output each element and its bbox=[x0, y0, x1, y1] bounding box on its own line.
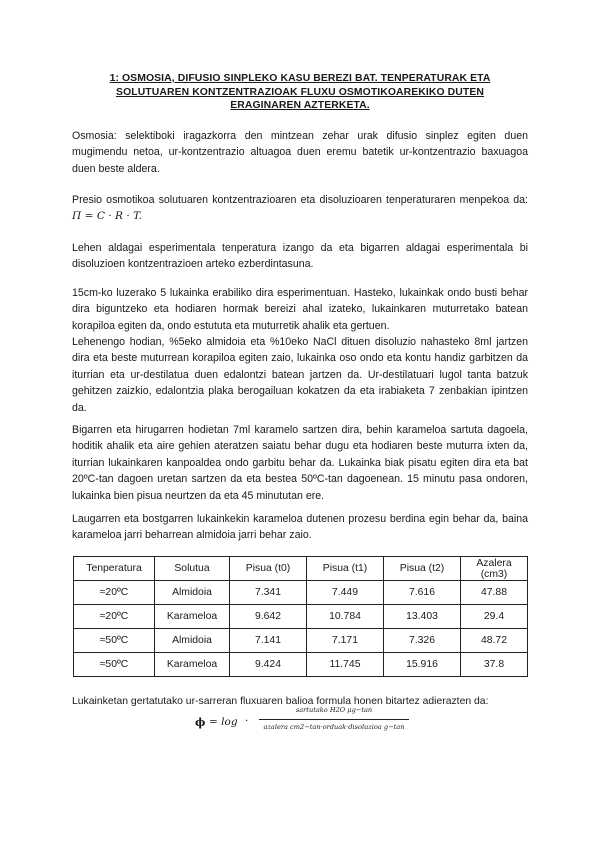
table-cell: Almidoia bbox=[155, 629, 230, 653]
table-cell: 29.4 bbox=[461, 605, 528, 629]
table-cell: ≈20ºC bbox=[74, 605, 155, 629]
paragraph-second-third-tubes: Bigarren eta hirugarren hodietan 7ml karamelo sartzen dira, behin karameloa sartuta dagoela, hoditik ahalik eta aire gehien ateratzen saiatu behar dugu eta hodiaren beste muturra ixten da, iturrian lukainkaren kanpoaldea ondo garbitu behar da. Lukainka biak pisatu egiten dira eta bat 20ºC-tan dagoen uretan sartzen da eta bestea 50ºC-tan dagoenean. 15 minutu pasa ondoren, lukainka bien pisua neurtzen da eta 45 minututan ere. bbox=[72, 424, 528, 502]
header-temperature: Tenperatura bbox=[74, 557, 155, 581]
formula-numerator: sartutako H2O μg−tan bbox=[295, 706, 373, 714]
table-cell: 15.916 bbox=[384, 653, 461, 677]
table-cell: 10.784 bbox=[307, 605, 384, 629]
table-cell: 13.403 bbox=[384, 605, 461, 629]
formula-dot: · bbox=[245, 716, 249, 727]
table-cell: 7.326 bbox=[384, 629, 461, 653]
header-weight-t2: Pisua (t2) bbox=[384, 557, 461, 581]
table-cell: 37.8 bbox=[461, 653, 528, 677]
table-cell: 47.88 bbox=[461, 581, 528, 605]
table-row bbox=[74, 581, 528, 605]
table-cell: ≈20ºC bbox=[74, 581, 155, 605]
formula-denominator: azalera cm2−tan·orduak·disoluzioa g−tan bbox=[263, 723, 405, 731]
paragraph-first-tube: Lehenengo hodian, %5eko almidoia eta %10eko NaCl dituen disoluzio nahasteko 8ml jartzen dira eta beste muturrean korapiloa egiten zaio, lukainka oso ondo eta kontu handiz garbitzen da iturrian eta ur-destilatua duen edalontzi batean jartzen da. Ur-destilatuari lugol tanta batzuk gehitzen zaizkio, edalontzia plaka berogailuan kokatzen da eta irabiaketa 7 zenbakian ipintzen da. bbox=[72, 336, 528, 414]
table-row bbox=[74, 605, 528, 629]
header-solute: Solutua bbox=[155, 557, 230, 581]
title-line-1: 1: OSMOSIA, DIFUSIO SINPLEKO KASU BEREZI BAT. TENPERATURAK ETA bbox=[109, 73, 491, 84]
table-cell: 7.141 bbox=[230, 629, 307, 653]
phi-symbol: ϕ bbox=[195, 716, 206, 729]
table-cell: 7.616 bbox=[384, 581, 461, 605]
title-line-3: ERAGINAREN AZTERKETA. bbox=[230, 100, 370, 111]
table-row bbox=[74, 629, 528, 653]
table-header-row bbox=[74, 557, 528, 581]
table-cell: 7.171 bbox=[307, 629, 384, 653]
header-weight-t1: Pisua (t1) bbox=[307, 557, 384, 581]
table-cell: 9.424 bbox=[230, 653, 307, 677]
table-cell: Almidoia bbox=[155, 581, 230, 605]
header-weight-t0: Pisua (t0) bbox=[230, 557, 307, 581]
flux-formula bbox=[195, 706, 425, 740]
paragraph-procedure-start: 15cm-ko luzerako 5 lukainka erabiliko dira esperimentuan. Hasteko, lukainkak ondo busti behar dira biguntzeko eta hodiaren hormak bereizi ahal izateko, lukainkaren muturretako batean korapiloa egiten da, ondo estututa eta muturretik ahalik eta gertuen. bbox=[72, 287, 528, 332]
paragraph-flux-formula-intro: Lukainketan gertatutako ur-sarreran fluxuaren balioa formula honen bitartez adierazten da: bbox=[72, 696, 489, 707]
paragraph-osmosis-definition: Osmosia: selektiboki iragazkorra den mintzean zehar urak difusio sinplez egiten duen mugimendu netoa, ur-kontzentrazio altuagoa duen eremu batetik ur-kontzentrazio baxuagoa duen beste aldera. bbox=[72, 130, 528, 175]
table-cell: ≈50ºC bbox=[74, 629, 155, 653]
paragraph-experimental-variables: Lehen aldagai esperimentala tenperatura izango da eta bigarren aldagai esperimentala bi disoluzioen kontzentrazioen arteko ezberdintasuna. bbox=[72, 242, 528, 271]
osmotic-pressure-formula: Π = C · R · T. bbox=[72, 210, 143, 223]
table-cell: 7.449 bbox=[307, 581, 384, 605]
paragraph-fourth-fifth-tubes: Laugarren eta bostgarren lukainkekin karameloa dutenen prozesu berdina egin behar da, baina karameloa jarri beharrean almidoia jarri behar zaio. bbox=[72, 513, 528, 542]
table-cell: Karameloa bbox=[155, 605, 230, 629]
formula-equals-log: = log bbox=[209, 716, 238, 728]
results-table bbox=[73, 556, 528, 677]
table-cell: 48.72 bbox=[461, 629, 528, 653]
osmotic-pressure-text: Presio osmotikoa solutuaren kontzentrazioaren eta disoluzioaren tenperaturaren menpekoa da: bbox=[72, 194, 528, 206]
table-cell: Karameloa bbox=[155, 653, 230, 677]
table-cell: ≈50ºC bbox=[74, 653, 155, 677]
table-cell: 9.642 bbox=[230, 605, 307, 629]
paragraph-osmotic-pressure bbox=[72, 192, 528, 225]
header-area: Azalera (cm3) bbox=[461, 557, 528, 581]
table-cell: 11.745 bbox=[307, 653, 384, 677]
fraction-bar bbox=[259, 719, 409, 720]
table-cell: 7.341 bbox=[230, 581, 307, 605]
table-row bbox=[74, 653, 528, 677]
page-title bbox=[90, 72, 510, 113]
title-line-2: SOLUTUAREN KONTZENTRAZIOAK FLUXU OSMOTIKOAREKIKO DUTEN bbox=[116, 86, 484, 98]
